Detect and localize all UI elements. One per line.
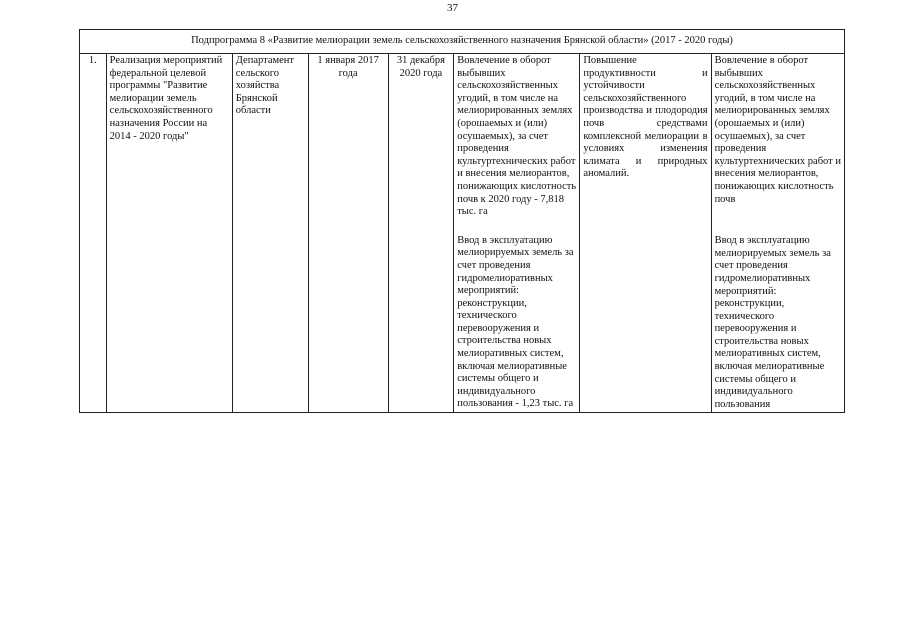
indicator-land-involvement: Вовлечение в оборот выбывших сельскохозяйственных угодий, в том числе на мелиорированных землях (орошаемых и (или) осушаемых), за счет проведения культуртехнических работ и внесения мелиорантов, понижающих кислотность почв	[714, 55, 841, 205]
start-date: 1 января 2017 года	[308, 54, 388, 413]
indicators	[711, 54, 844, 413]
row-number: 1.	[80, 54, 107, 413]
table-row	[80, 54, 845, 413]
executor: Департамент сельского хозяйства Брянской области	[232, 54, 308, 413]
subprogram-header-row	[80, 30, 845, 54]
expected-results	[454, 54, 580, 413]
subprogram-title: Подпрограмма 8 «Развитие мелиорации земель сельскохозяйственного назначения Брянской области» (2017 - 2020 годы)	[80, 30, 845, 54]
program-table	[79, 29, 845, 413]
page-number: 37	[447, 2, 458, 14]
measure-name: Реализация мероприятий федеральной целевой программы "Развитие мелиорации земель сельскохозяйственного назначения России на 2014 - 2020 годы"	[106, 54, 232, 413]
result-land-commissioning: Ввод в эксплуатацию мелиорируемых земель за счет проведения гидромелиоративных мероприятий: реконструкции, технического перевооружения и строительства новых мелиоративных систем, включая мелиоративные системы общего и индивидуального пользования - 1,23 тыс. га	[457, 234, 574, 410]
indicator-land-commissioning: Ввод в эксплуатацию мелиорируемых земель за счет проведения гидромелиоративных мероприятий: реконструкции, технического перевооружения и строительства новых мелиоративных систем, включая мелиоративные системы общего и индивидуального пользования	[714, 235, 831, 410]
goal-description: Повышение продуктивности и устойчивости сельскохозяйственного производства и плодородия почв средствами комплексной мелиорации в условиях изменения климата и природных аномалий.	[580, 54, 711, 413]
end-date: 31 декабря 2020 года	[388, 54, 454, 413]
result-land-involvement: Вовлечение в оборот выбывших сельскохозяйственных угодий, в том числе на мелиорированных землях (орошаемых и (или) осушаемых), за счет проведения культуртехнических работ и внесения мелиорантов, понижающих кислотность почв к 2020 году - 7,818 тыс. га	[457, 55, 577, 218]
